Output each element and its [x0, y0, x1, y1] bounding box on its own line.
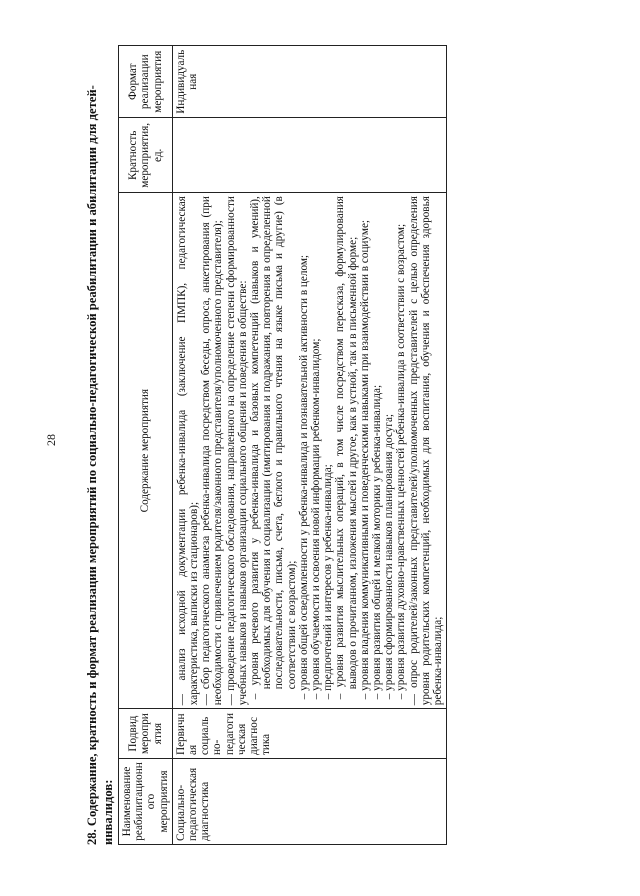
content-item: — проведение педагогического обследования, направленного на определение степени сформированности учебных навыков и навыков организации социального общения и поведения в обществе:	[224, 196, 249, 706]
header-multiplicity: Кратность мероприятия, ед.	[119, 118, 173, 193]
content-subitem: – уровня развития общей и мелкой моторики у ребенка-инвалида;	[371, 384, 384, 700]
content-subitem: – уровня сформированности навыков планирования досуга;	[383, 413, 396, 700]
content-subitem: – уровня речевого развития у ребенка-инвалида и базовых компетенций (навыков и умений), необходимых для обучения и социализации (имитирования и подражания, повторения в определенной последовательности, письма, счета, беглого и правильного чтения на языке письма и другие) (в соответствии с возрастом);	[249, 196, 298, 700]
content-subitem: – уровня общей осведомленности у ребенка-инвалида и познавательной активности в целом;	[297, 254, 310, 700]
content-item: — сбор педагогического анамнеза ребенка-инвалида посредством беседы, опроса, анкетирования (при необходимости с привлечением родителя/законного представителя/уполномоченного представителя);	[200, 196, 225, 706]
activities-table	[118, 45, 447, 845]
header-name: Наименование реабилитационного мероприятия	[119, 759, 173, 845]
content-subitem: – уровня обучаемости и освоения новой информации ребенком-инвалидом;	[310, 338, 323, 700]
section-heading: 28. Содержание, кратность и формат реализации мероприятий по социально-педагогической реабилитации и абилитации для детей-инвалидов:	[85, 85, 115, 845]
content-item: — анализ исходной документации ребенка-инвалида (заключение ПМПК), педагогическая характеристика, выписки из стационаров);	[175, 196, 201, 706]
content-subitem: – предпочтений и интересов у ребенка-инвалида;	[322, 464, 335, 700]
header-subtype: Подвид мероприятия	[119, 709, 173, 759]
header-format: Формат реализации мероприятия	[119, 46, 173, 118]
content-subitem: – уровня владения коммуникативными и поведенческими навыками при взаимодействии в социуме;	[358, 219, 371, 700]
content-subitem: – уровня развития духовно-нравственных ценностей ребенка-инвалида в соответствии с возрастом;	[395, 223, 408, 700]
cell-subtype: Первичная социально-педагогическая диагностика	[172, 709, 446, 759]
table-header-row	[119, 46, 173, 845]
content-item: — опрос родителей/законных представителей/уполномоченных представителей с целью определения уровня родительских компетенций, необходимых для воспитания, обучения и обеспечения здоровья ребенка-инвалида;	[407, 196, 445, 706]
cell-multiplicity	[172, 118, 446, 193]
header-content: Содержание мероприятия	[119, 193, 173, 709]
rotated-page	[84, 45, 604, 845]
table-row	[172, 46, 446, 845]
page-number: 28	[44, 434, 58, 446]
content-subitem: – уровня развития мыслительных операций, в том числе посредством пересказа, формулирования выводов о прочитанном, изложения мыслей и другое, как в устной, так и в письменной форме;	[334, 196, 359, 700]
cell-content	[172, 193, 446, 709]
cell-name: Социально-педагогическая диагностика	[172, 759, 446, 845]
cell-format: Индивидуальная	[172, 46, 446, 118]
